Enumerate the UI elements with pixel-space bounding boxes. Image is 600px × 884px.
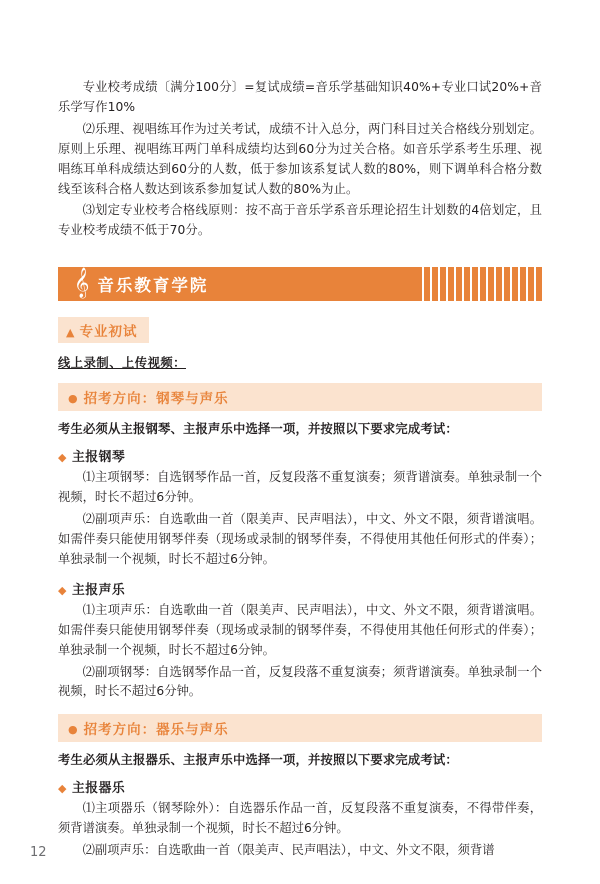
intro-paragraph: ⑶划定专业校考合格线原则：按不高于音乐学系音乐理论招生计划数的4倍划定，且专业校考成绩不低于70分。 [58, 203, 542, 238]
exam-section-header-wrap [58, 301, 542, 343]
group-item: ⑴主项声乐：自选歌曲一首（限美声、民声唱法），中文、外文不限，须背谱演唱。如需伴奏只能使用钢琴伴奏（现场或录制的钢琴伴奏，不得使用其他任何形式的伴奏）；单独录制一个视频，时长不超过6分钟。 [58, 602, 542, 657]
exam-section-header [58, 317, 149, 343]
page-number: 12 [30, 845, 47, 860]
group-item: ⑴主项器乐（钢琴除外）：自选器乐作品一首，反复段落不重复演奏，不得带伴奏，须背谱演奏。单独录制一个视频，时长不超过6分钟。 [58, 801, 542, 836]
intro-block [58, 78, 542, 241]
banner-stripes-decoration [422, 267, 542, 301]
group-title-label: 主报声乐 [71, 582, 126, 598]
group-item: ⑵副项钢琴：自选钢琴作品一首，反复段落不重复演奏；须背谱演奏。单独录制一个视频，时长不超过6分钟。 [58, 664, 542, 699]
group-title-label: 主报钢琴 [71, 450, 126, 466]
group-title [58, 579, 542, 598]
intro-paragraph: ⑵乐理、视唱练耳作为过关考试，成绩不计入总分，两门科目过关合格线分别划定。原则上乐理、视唱练耳两门单科成绩均达到60分为过关合格。如音乐学系考生乐理、视唱练耳单科成绩达到60分的人数，低于参加该系复试人数的80%，则下调单科合格分数线至该科合格人数达到该系参加复试人数的80%为止。 [58, 121, 542, 196]
group-title [58, 777, 542, 796]
section-banner [58, 267, 542, 301]
group-item: ⑴主项钢琴：自选钢琴作品一首，反复段落不重复演奏；须背谱演奏。单独录制一个视频，时长不超过6分钟。 [58, 470, 542, 505]
intro-paragraph: 专业校考成绩〔满分100分〕=复试成绩=音乐学基础知识40%+专业口试20%+音乐学写作10% [58, 80, 542, 114]
group-item: ⑵副项声乐：自选歌曲一首（限美声、民声唱法），中文、外文不限，须背谱 [82, 843, 495, 858]
triangle-icon: ▲ [66, 326, 75, 340]
treble-clef-icon: 𝄞 [74, 268, 90, 299]
banner-title: 音乐教育学院 [97, 276, 209, 296]
exam-section-label: 专业初试 [79, 324, 138, 341]
diamond-icon: ◆ [58, 451, 67, 465]
direction-header [58, 714, 542, 742]
diamond-icon: ◆ [58, 583, 67, 597]
direction-label: 招考方向：器乐与声乐 [83, 722, 229, 739]
direction-requirement: 考生必须从主报器乐、主报声乐中选择一项，并按照以下要求完成考试： [58, 753, 458, 768]
group-title-label: 主报器乐 [71, 781, 126, 797]
bullet-circle-icon: ● [68, 392, 78, 406]
direction-label: 招考方向：钢琴与声乐 [83, 391, 229, 408]
group-title [58, 446, 542, 465]
group-item: ⑵副项声乐：自选歌曲一首（限美声、民声唱法），中文、外文不限，须背谱演唱。如需伴奏只能使用钢琴伴奏（现场或录制的钢琴伴奏，不得使用其他任何形式的伴奏）；单独录制一个视频，时长不超过6分钟。 [58, 512, 542, 566]
diamond-icon: ◆ [58, 782, 67, 796]
direction-requirement: 考生必须从主报钢琴、主报声乐中选择一项，并按照以下要求完成考试： [58, 422, 458, 437]
exam-section-note: 线上录制、上传视频： [58, 356, 186, 371]
direction-header [58, 383, 542, 411]
bullet-circle-icon: ● [68, 723, 78, 737]
